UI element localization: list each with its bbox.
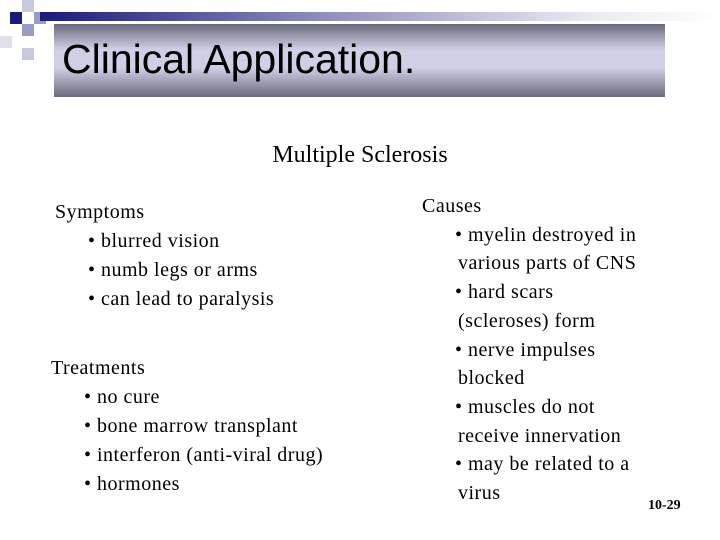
list-line: receive innervation: [458, 424, 622, 447]
slide-title: Clinical Application.: [62, 36, 416, 82]
list-line: • nerve impulses: [455, 338, 596, 361]
list-line: (scleroses) form: [458, 309, 596, 332]
treatments-heading: Treatments: [51, 357, 146, 379]
list-line: • hard scars: [455, 281, 554, 304]
decor-square: [10, 12, 22, 24]
slide-subtitle: Multiple Sclerosis: [272, 142, 448, 168]
list-item: • blurred vision: [88, 230, 220, 252]
list-line: • myelin destroyed in: [455, 223, 637, 246]
decor-square: [0, 36, 12, 48]
list-line: • may be related to a: [455, 453, 630, 476]
list-item: • bone marrow transplant: [84, 415, 298, 437]
list-line: blocked: [458, 367, 525, 390]
header-gradient-bar: [40, 12, 720, 21]
decor-square: [22, 0, 34, 12]
list-item: • no cure: [84, 386, 160, 408]
causes-block: [422, 192, 636, 508]
symptoms-heading: Symptoms: [55, 201, 145, 223]
symptoms-block: [55, 198, 274, 314]
page-number: 10-29: [648, 498, 681, 513]
list-item: • can lead to paralysis: [88, 288, 275, 310]
decor-square: [22, 48, 34, 60]
causes-heading: Causes: [422, 195, 482, 217]
list-line: various parts of CNS: [458, 252, 637, 275]
list-item: • interferon (anti-viral drug): [84, 444, 324, 466]
list-item: • numb legs or arms: [88, 259, 258, 281]
decor-square: [22, 24, 34, 36]
list-line: • muscles do not: [455, 395, 595, 418]
list-line: virus: [458, 482, 501, 505]
list-item: • hormones: [84, 473, 180, 495]
treatments-block: [51, 354, 323, 499]
